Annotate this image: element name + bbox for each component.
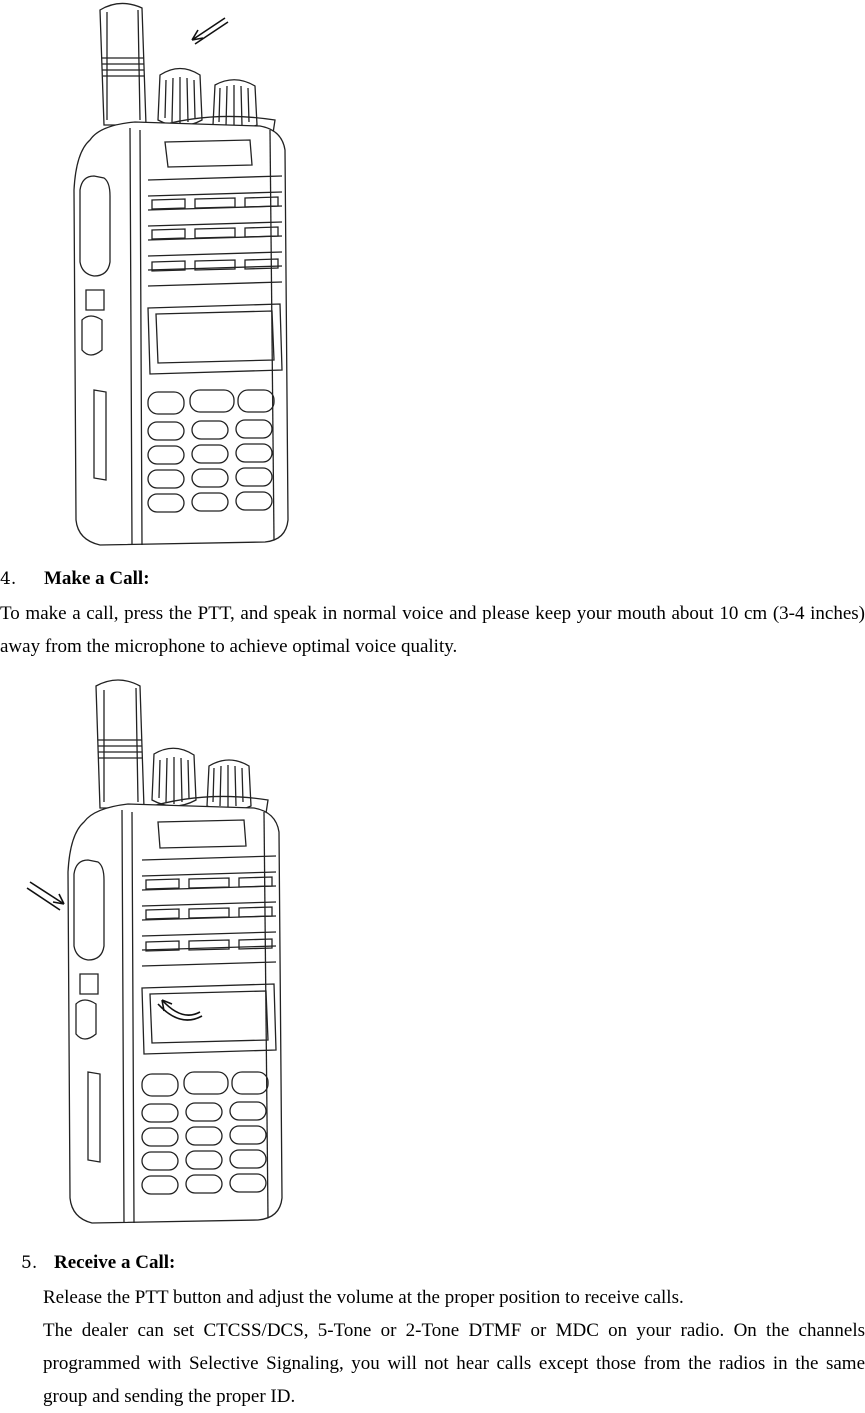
radio-body (68, 804, 282, 1223)
radio-illustration-bottom (22, 678, 312, 1230)
section-heading (21, 1251, 175, 1275)
section-paragraph: To make a call, press the PTT, and speak in normal voice and please keep your mouth about 10 cm (3-4 inches) away from the microphone to achieve optimal voice quality. (0, 603, 865, 657)
arrow-icon (192, 18, 228, 44)
antenna (96, 680, 144, 808)
section-paragraph: Release the PTT button and adjust the volume at the proper position to receive calls. (43, 1287, 684, 1308)
arrow-icon (27, 882, 64, 910)
radio-body (74, 122, 288, 545)
section-heading (0, 567, 150, 591)
section-number: 5. (21, 1253, 38, 1273)
antenna (100, 3, 146, 125)
radio-illustration-top (60, 0, 320, 550)
section-paragraph: The dealer can set CTCSS/DCS, 5-Tone or 2-Tone DTMF or MDC on your radio. On the channels programmed with Selective Signaling, you will not hear calls except those from the radios in the same group and sending the proper ID. (43, 1320, 865, 1407)
section-number: 4. (0, 569, 17, 589)
section-title: Make a Call: (44, 568, 150, 589)
section-title: Receive a Call: (54, 1252, 176, 1273)
